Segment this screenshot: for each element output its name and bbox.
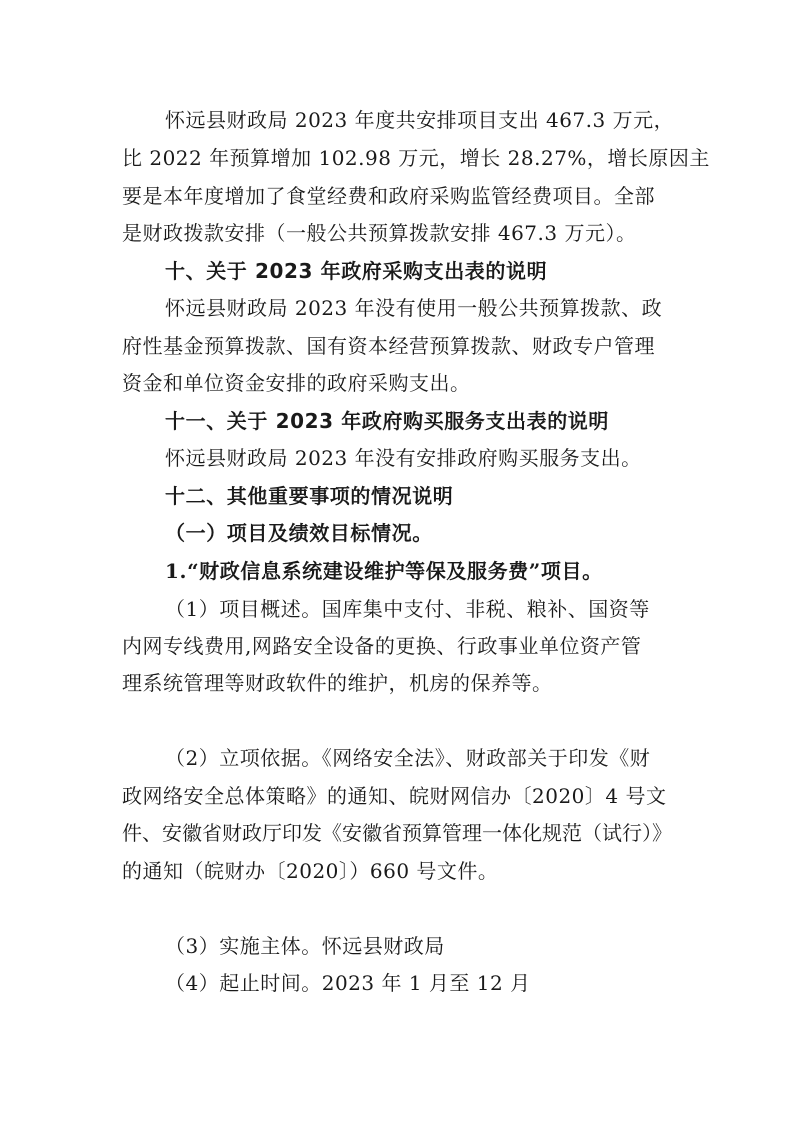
section-heading-12: 十二、其他重要事项的情况说明 (165, 484, 454, 508)
paragraph-line: 怀远县财政局 2023 年没有使用一般公共预算拨款、政 (165, 296, 663, 320)
paragraph-line: 的通知（皖财办〔2020〕）660 号文件。 (122, 859, 499, 883)
paragraph-line: 件、安徽省财政厅印发《安徽省预算管理一体化规范（试行）》 (122, 821, 672, 845)
project-title: 1.“财政信息系统建设维护等保及服务费”项目。 (165, 559, 603, 583)
paragraph-line: 政网络安全总体策略》的通知、皖财网信办〔2020〕4 号文 (122, 784, 667, 808)
section-heading-11: 十一、关于 2023 年政府购买服务支出表的说明 (165, 409, 609, 433)
paragraph-line: 怀远县财政局 2023 年没有安排政府购买服务支出。 (165, 446, 642, 470)
paragraph-line: （3）实施主体。怀远县财政局 (165, 934, 445, 958)
paragraph-line: 府性基金预算拨款、国有资本经营预算拨款、财政专户管理 (122, 334, 655, 358)
paragraph-line: 内网专线费用,网路安全设备的更换、行政事业单位资产管 (122, 634, 642, 658)
paragraph-line: 是财政拨款安排（一般公共预算拨款安排 467.3 万元）。 (122, 221, 637, 245)
paragraph-line: 理系统管理等财政软件的维护，机房的保养等。 (122, 671, 553, 695)
paragraph-line: 资金和单位资金安排的政府采购支出。 (122, 371, 471, 395)
paragraph-line: （2）立项依据。《网络安全法》、财政部关于印发《财 (165, 746, 651, 770)
subsection-heading: （一）项目及绩效目标情况。 (165, 521, 433, 545)
paragraph-line: 要是本年度增加了食堂经费和政府采购监管经费项目。全部 (122, 184, 655, 208)
paragraph-line: 怀远县财政局 2023 年度共安排项目支出 467.3 万元， (165, 108, 675, 132)
paragraph-line: （1）项目概述。国库集中支付、非税、粮补、国资等 (165, 597, 650, 621)
section-heading-10: 十、关于 2023 年政府采购支出表的说明 (165, 259, 548, 283)
paragraph-line: （4）起止时间。2023 年 1 月至 12 月 (165, 971, 531, 995)
paragraph-line: 比 2022 年预算增加 102.98 万元，增长 28.27%，增长原因主 (122, 146, 710, 170)
